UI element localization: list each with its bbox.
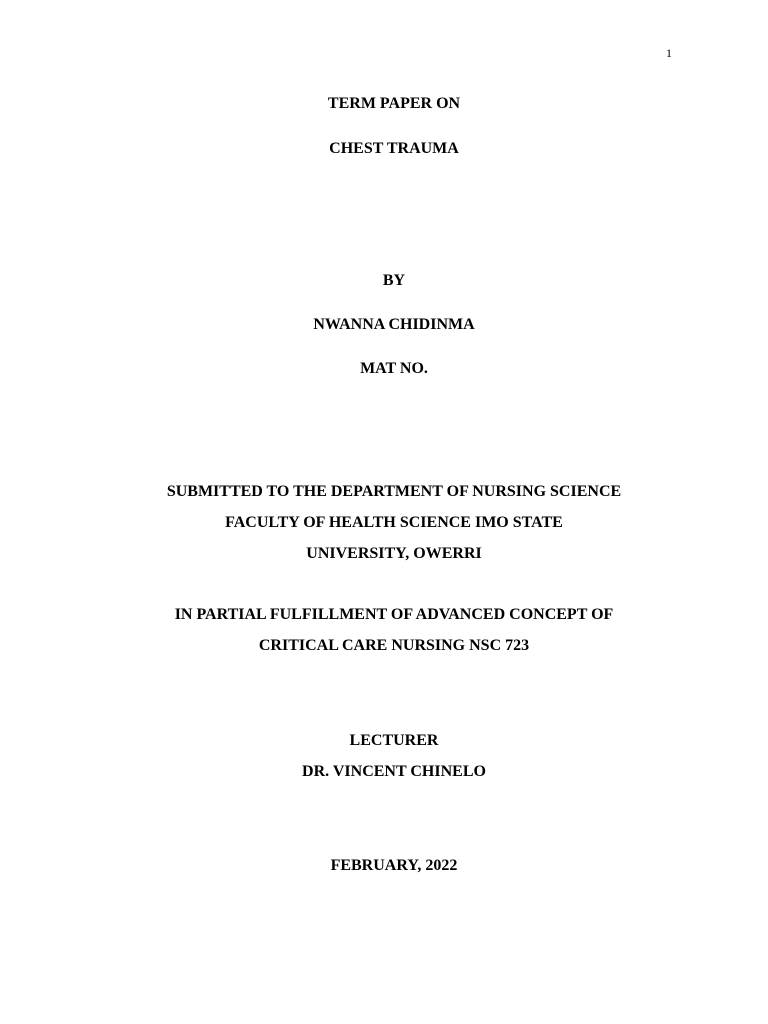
page-number: 1 bbox=[666, 46, 672, 60]
fulfillment-line-1: IN PARTIAL FULFILLMENT OF ADVANCED CONCEPT OF bbox=[174, 606, 614, 623]
submission-line-2: FACULTY OF HEALTH SCIENCE IMO STATE bbox=[225, 514, 563, 531]
submission-line-3: UNIVERSITY, OWERRI bbox=[306, 545, 482, 562]
author-name: NWANNA CHIDINMA bbox=[313, 316, 475, 333]
submission-line-1: SUBMITTED TO THE DEPARTMENT OF NURSING SCIENCE bbox=[166, 483, 622, 500]
lecturer-label: LECTURER bbox=[349, 732, 439, 749]
mat-no-label: MAT NO. bbox=[360, 360, 428, 377]
by-label: BY bbox=[382, 272, 406, 289]
submission-date: FEBRUARY, 2022 bbox=[330, 857, 458, 874]
title-line-2: CHEST TRAUMA bbox=[329, 140, 459, 157]
lecturer-name: DR. VINCENT CHINELO bbox=[302, 763, 486, 780]
title-line-1: TERM PAPER ON bbox=[327, 95, 461, 112]
fulfillment-line-2: CRITICAL CARE NURSING NSC 723 bbox=[258, 637, 530, 654]
